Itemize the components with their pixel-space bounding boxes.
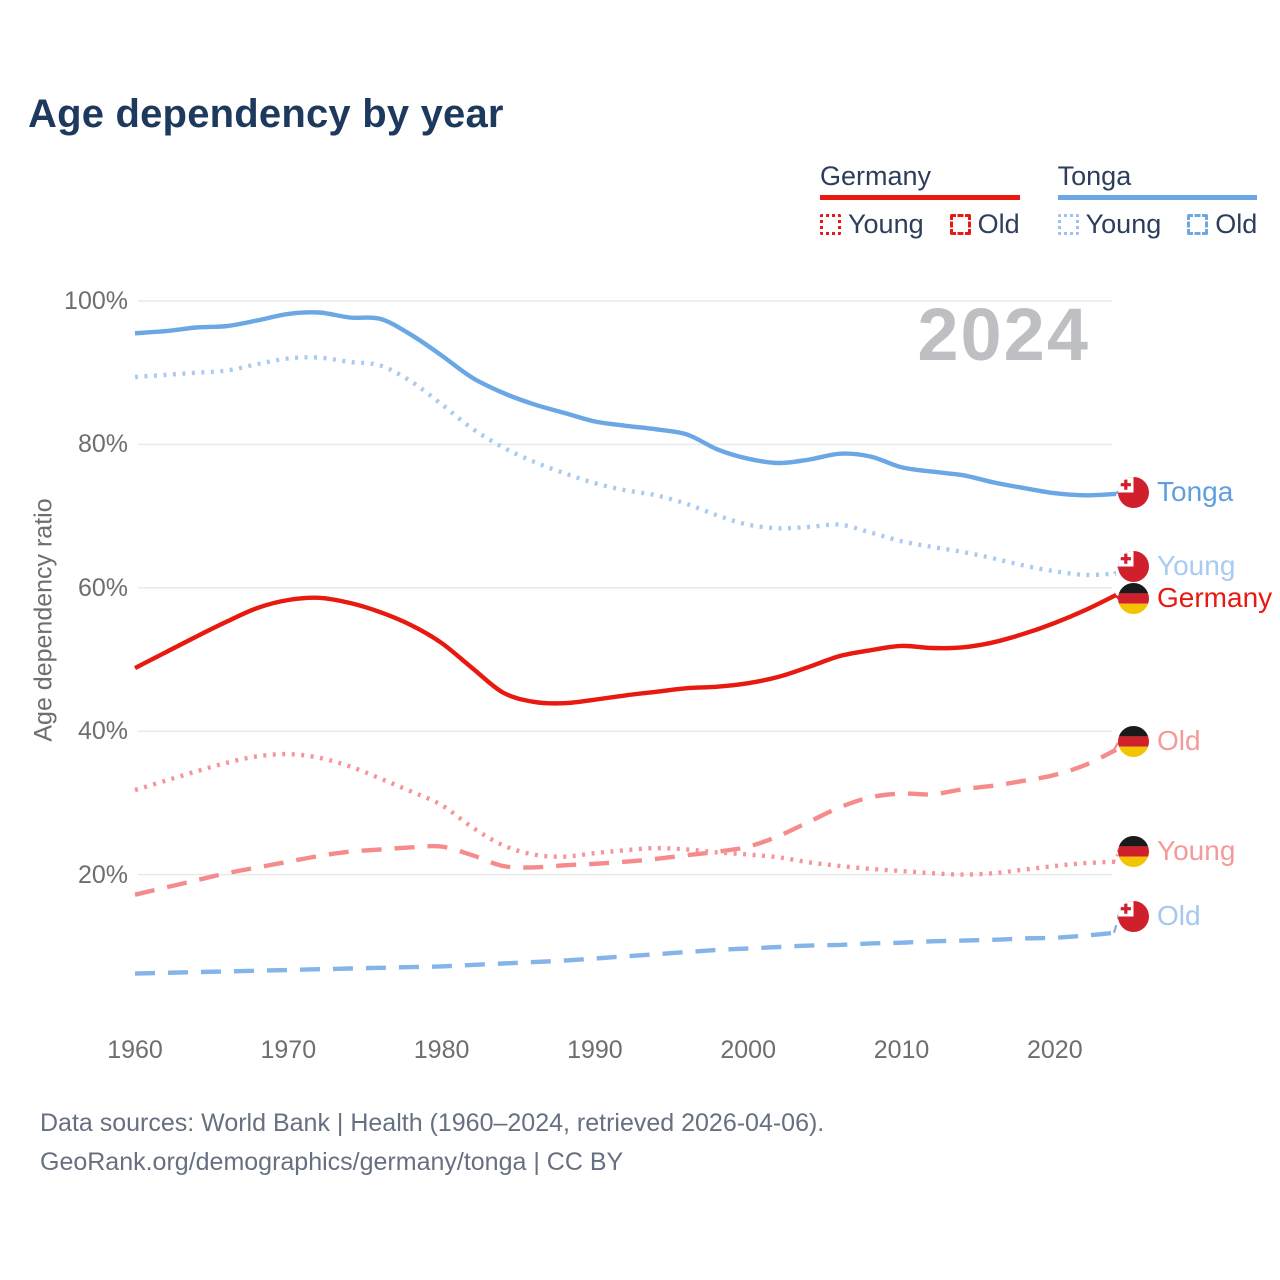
tonga-flag-icon bbox=[1118, 551, 1149, 582]
footer-attribution: GeoRank.org/demographics/germany/tonga | CC BY bbox=[40, 1148, 624, 1176]
y-tick-20%: 20% bbox=[77, 860, 128, 889]
tonga-flag-icon bbox=[1118, 901, 1149, 932]
current-year-watermark: 2024 bbox=[917, 293, 1090, 376]
germany-flag-icon bbox=[1118, 726, 1149, 757]
end-label-germany-total bbox=[1118, 582, 1272, 614]
legend-item-label: Old bbox=[1215, 209, 1258, 239]
y-tick-40%: 40% bbox=[77, 717, 128, 746]
x-tick-1960: 1960 bbox=[107, 1036, 163, 1064]
line-tonga-young bbox=[135, 357, 1116, 575]
end-label-text: Germany bbox=[1157, 582, 1273, 613]
y-tick-100%: 100% bbox=[64, 287, 128, 315]
germany-flag-icon bbox=[1118, 836, 1149, 867]
y-axis-title: Age dependency ratio bbox=[29, 498, 58, 742]
x-tick-2000: 2000 bbox=[720, 1036, 776, 1064]
x-tick-1970: 1970 bbox=[260, 1036, 317, 1064]
y-tick-80%: 80% bbox=[77, 430, 128, 459]
end-label-text: Tonga bbox=[1157, 476, 1234, 507]
end-label-text: Young bbox=[1157, 550, 1236, 581]
legend-country-tonga[interactable]: Tonga bbox=[1058, 161, 1258, 200]
x-tick-1980: 1980 bbox=[413, 1036, 470, 1064]
legend-item-label: Young bbox=[848, 209, 924, 239]
footer bbox=[40, 1104, 824, 1182]
end-label-tonga-young bbox=[1118, 550, 1235, 582]
end-label-text: Young bbox=[1157, 835, 1236, 866]
y-tick-60%: 60% bbox=[77, 573, 128, 602]
line-tonga-total bbox=[135, 312, 1116, 495]
line-germany-old bbox=[135, 750, 1116, 895]
line-tonga-old bbox=[135, 933, 1116, 974]
line-germany-young bbox=[135, 754, 1116, 875]
germany-flag-icon bbox=[1118, 583, 1149, 614]
end-label-tonga-old bbox=[1118, 900, 1201, 932]
x-tick-1990: 1990 bbox=[567, 1036, 623, 1064]
page-title: Age dependency by year bbox=[28, 92, 504, 136]
tonga-flag-icon bbox=[1118, 477, 1149, 508]
x-tick-2010: 2010 bbox=[873, 1036, 930, 1064]
legend-country-germany[interactable]: Germany bbox=[820, 161, 1020, 200]
legend-item-label: Old bbox=[977, 209, 1020, 239]
end-label-germany-young bbox=[1118, 835, 1235, 867]
x-tick-2020: 2020 bbox=[1026, 1036, 1083, 1064]
legend-item-label: Young bbox=[1085, 209, 1162, 239]
end-label-text: Old bbox=[1157, 900, 1201, 931]
end-label-tonga-total bbox=[1118, 476, 1233, 508]
footer-sources: Data sources: World Bank | Health (1960–2024, retrieved 2026-04-06). bbox=[40, 1109, 825, 1137]
end-label-germany-old bbox=[1118, 725, 1201, 757]
line-germany-total bbox=[135, 595, 1116, 703]
end-label-text: Old bbox=[1157, 725, 1201, 756]
